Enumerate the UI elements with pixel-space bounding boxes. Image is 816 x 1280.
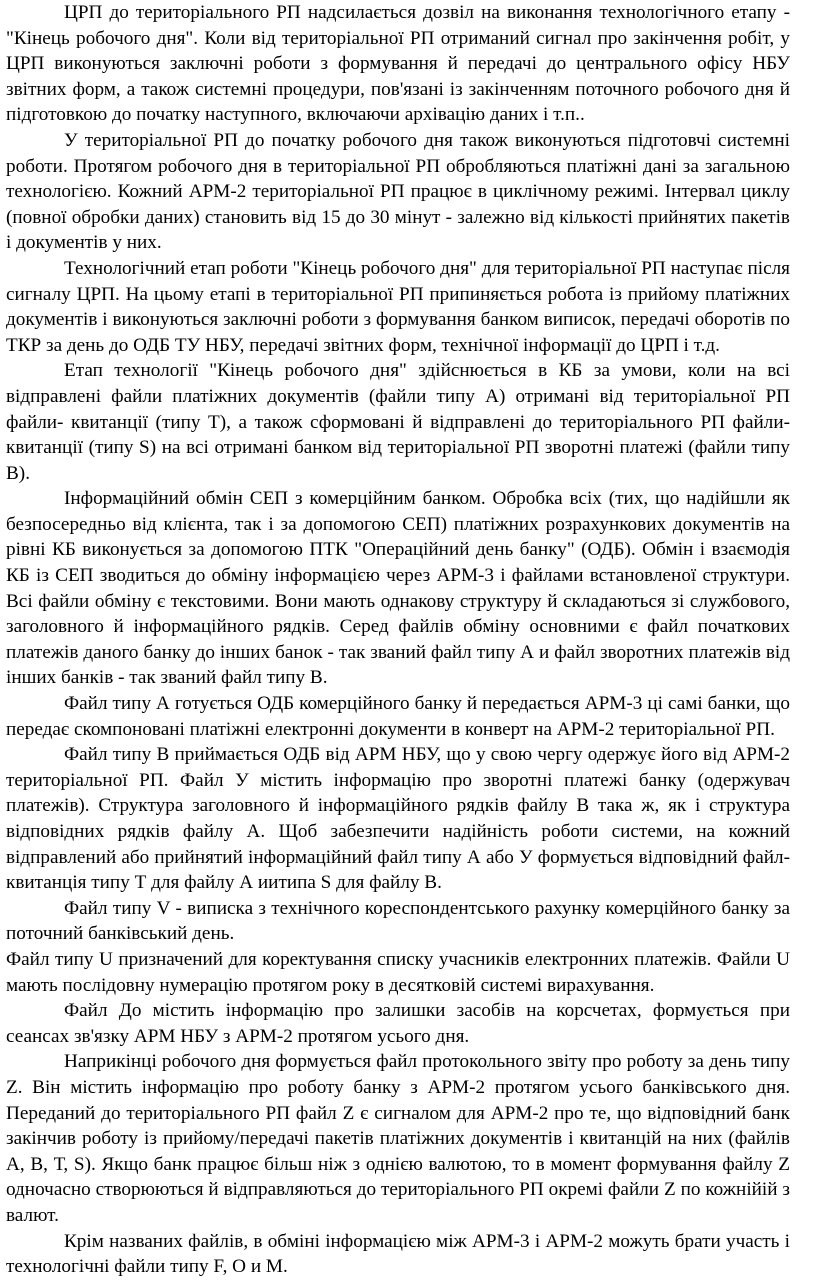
paragraph-file-type-k: Файл До містить інформацію про залишки засобів на корсчетах, формується при сеансах зв'язку АРМ НБУ з АРМ-2 протягом усього дня.: [6, 1000, 790, 1047]
paragraph-end-of-day-conditions: Етап технології "Кінець робочого дня" здійснюється в КБ за умови, коли на всі відправлені файли платіжних документів (файли типу А) отримані від територіальної РП файли- квитанції (типу Т), а також сформовані й відправлені до територіального РП файли-квитанції (типу S) на всі отримані банком від територіальної РП зворотні платежі (файли типу В).: [6, 360, 790, 484]
paragraph-technological-files: Крім названих файлів, в обміні інформацією між АРМ-3 і АРМ-2 можуть брати участь і технологічні файли типу F, О и М.: [6, 1230, 790, 1278]
paragraph-file-type-u: Файл типу U призначений для коректування списку учасників електронних платежів. Файли U мають послідовну нумерацію протягом року в десятковій системі вирахування.: [6, 948, 790, 996]
paragraph-file-type-v: Файл типу V - виписка з технічного кореспондентського рахунку комерційного банку за поточний банківський день.: [6, 897, 790, 945]
paragraph-information-exchange: Інформаційний обмін СЕП з комерційним банком. Обробка всіх (тих, що надійшли як безпосередньо від клієнта, так і за допомогою СЕП) платіжних розрахункових документів на рівні КБ виконується за допомогою ПТК "Операційний день банку" (ОДБ). Обмін і взаємодія КБ із СЕП зводиться до обміну інформацією через АРМ-3 і файлами встановленої структури. Всі файли обміну є текстовими. Вони мають однакову структуру й складаються зі службового, заголовного й інформаційного рядків. Серед файлів обміну основними є файл початкових платежів даного банку до інших банок - так званий файл типу А и файл зворотних платежів від інших банків - так званий файл типу В.: [6, 488, 790, 689]
paragraph-preparatory-work: У територіальної РП до початку робочого дня також виконуються підготовчі системні роботи. Протягом робочого дня в територіальної РП обробляються платіжні дані за загальною технологією. Кожний АРМ-2 територіальної РП працює в циклічному режимі. Інтервал циклу (повної обробки даних) становить від 15 до 30 мінут - залежно від кількості прийнятих пакетів і документів у них.: [6, 129, 790, 254]
paragraph-file-type-z: Наприкінці робочого дня формується файл протокольного звіту про роботу за день типу Z. Він містить інформацію про роботу банку з АРМ-2 протягом усього банківського дня. Переданий до територіального РП файл Z є сигналом для АРМ-2 про те, що відповідний банк закінчив роботу із прийому/передачі пакетів платіжних документів і квитанцій на них (файлів А, В, Т, S). Якщо банк працює більш ніж з однією валютою, то в момент формування файлу Z одночасно створюються й відправляються до територіального РП окремі файли Z по кожнійій з валют.: [6, 1051, 790, 1226]
paragraph-file-type-a: Файл типу А готується ОДБ комерційного банку й передається АРМ-3 ці самі банки, що передає скомпоновані платіжні електронні документи в конверт на АРМ-2 територіальної РП.: [6, 693, 790, 740]
paragraph-crp-permission: ЦРП до територіального РП надсилається дозвіл на виконання технологічного етапу - "Кінець робочого дня". Коли від територіальної РП отриманий сигнал про закінчення робіт, у ЦРП виконуються заключні роботи з формування й передачі до центрального офісу НБУ звітних форм, а також системні процедури, пов'язані із закінченням поточного робочого дня й підготовкою до початку наступного, включаючи архівацію даних і т.п..: [6, 2, 790, 126]
paragraph-end-of-day-stage: Технологічний етап роботи "Кінець робочого дня" для територіальної РП наступає після сигналу ЦРП. На цьому етапі в територіальної РП припиняється робота із прийому платіжних документів і виконуються заключні роботи з формування банком виписок, передачі оборотів по ТКР за день до ОДБ ТУ НБУ, передачі звітних форм, технічної інформації до ЦРП і т.д.: [6, 257, 790, 356]
paragraph-file-type-b: Файл типу В приймається ОДБ від АРМ НБУ, що у свою чергу одержує його від АРМ-2 територіальної РП. Файл У містить інформацію про зворотні платежі банку (одержувач платежів). Структура заголовного й інформаційного рядків файлу В така ж, як і структура відповідних рядків файлу А. Щоб забезпечити надійність роботи системи, на кожний відправлений або прийнятий інформаційний файл типу А або У формується відповідний файл- квитанція типу Т для файлу А иитипа S для файлу В.: [6, 744, 790, 894]
